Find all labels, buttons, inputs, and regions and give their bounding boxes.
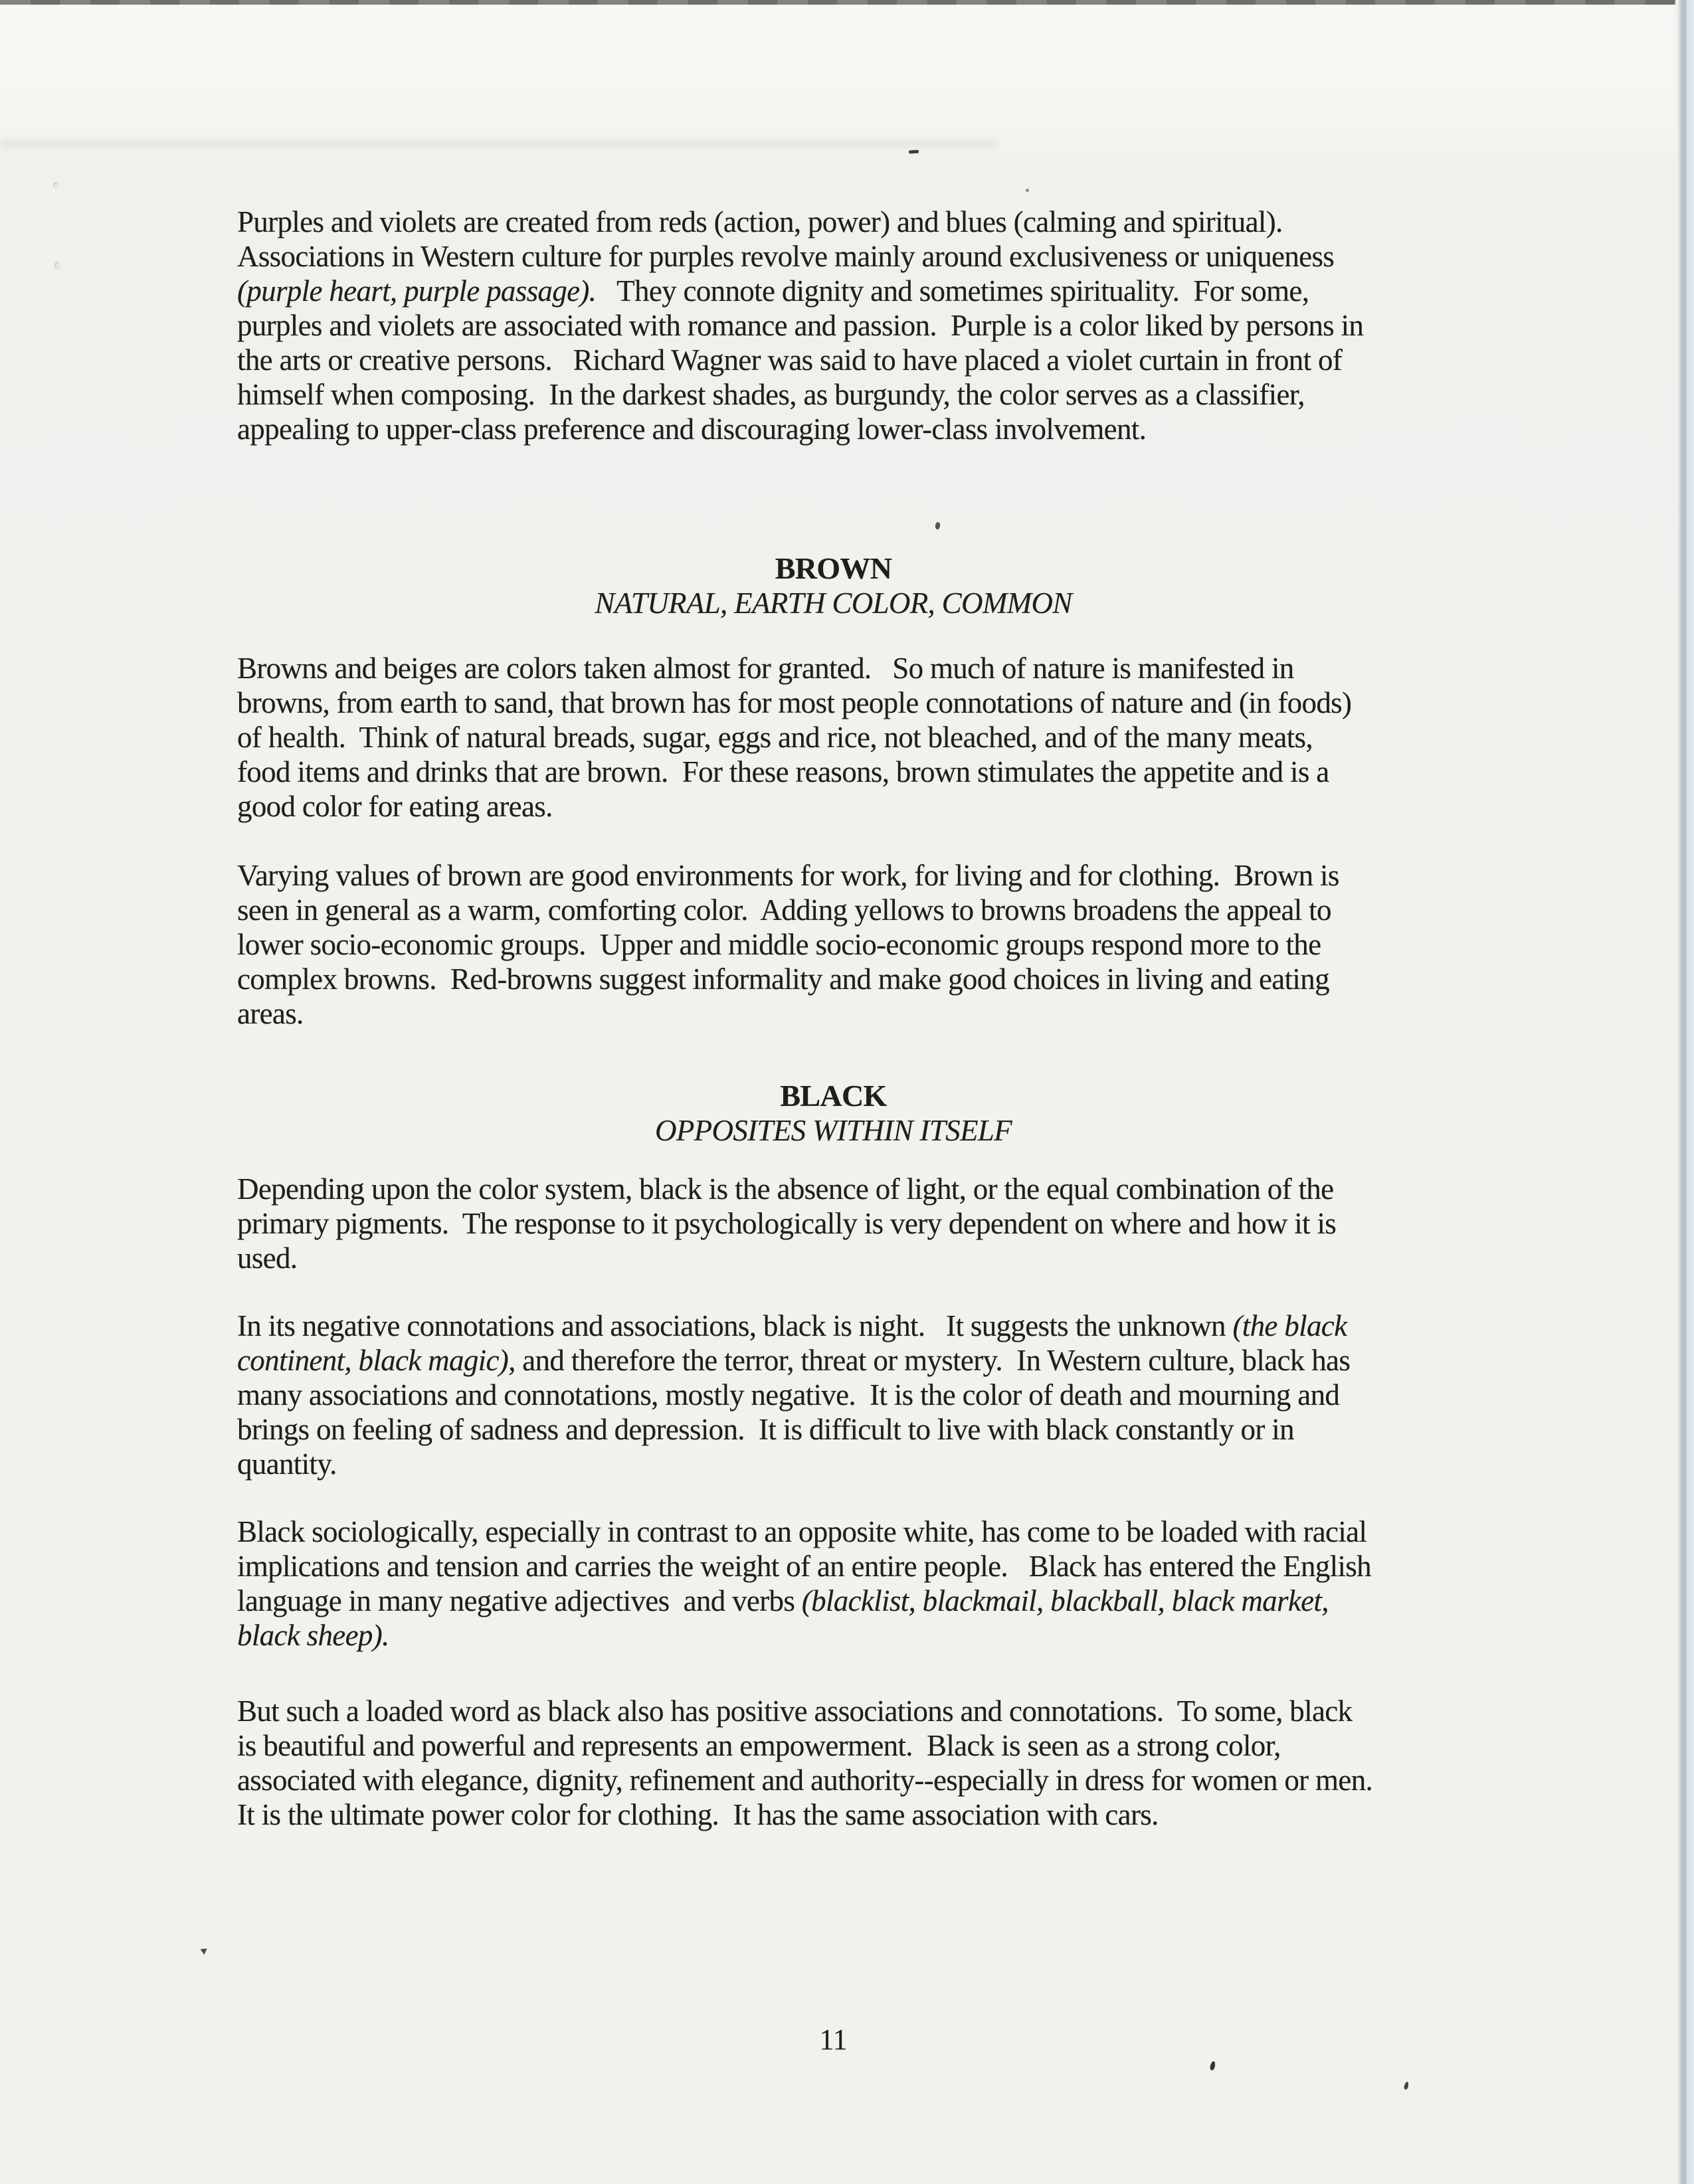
text-line: black sheep). bbox=[237, 1619, 389, 1652]
text-line: browns, from earth to sand, that brown has for most people connotations of nature and (in foods) bbox=[237, 686, 1352, 719]
text-line: associated with elegance, dignity, refinement and authority--especially in dress for women or men. bbox=[237, 1764, 1373, 1797]
paragraph-purples bbox=[237, 205, 1430, 446]
text-line: Varying values of brown are good environments for work, for living and for clothing. Brown is bbox=[237, 859, 1339, 892]
text-line: But such a loaded word as black also has positive associations and connotations. To some, black bbox=[237, 1694, 1353, 1728]
text-line: Black sociologically, especially in contrast to an opposite white, has come to be loaded with racial bbox=[237, 1515, 1367, 1548]
paragraph-black-3 bbox=[237, 1514, 1430, 1653]
text-line: quantity. bbox=[237, 1447, 337, 1481]
text-line: lower socio-economic groups. Upper and middle socio-economic groups respond more to the bbox=[237, 928, 1321, 961]
text-line: areas. bbox=[237, 997, 304, 1030]
paragraph-brown-1 bbox=[237, 651, 1430, 824]
paragraph-black-2 bbox=[237, 1309, 1430, 1481]
section-subtitle-black: OPPOSITES WITHIN ITSELF bbox=[655, 1114, 1012, 1147]
document-text-column bbox=[237, 205, 1430, 1832]
text-line: himself when composing. In the darkest shades, as burgundy, the color serves as a classifier, bbox=[237, 378, 1305, 411]
text-line: food items and drinks that are brown. For these reasons, brown stimulates the appetite and is a bbox=[237, 755, 1329, 788]
scan-speck-apostrophe bbox=[1404, 2081, 1410, 2090]
scan-speck-dot bbox=[1026, 189, 1029, 192]
text-line: Browns and beiges are colors taken almost for granted. So much of nature is manifested in bbox=[237, 652, 1294, 685]
text-line: of health. Think of natural breads, sugar, eggs and rice, not bleached, and of the many meats, bbox=[237, 721, 1313, 754]
section-heading-brown: BROWN bbox=[775, 551, 892, 585]
scan-speck-triangle bbox=[201, 1949, 208, 1956]
text-line: (purple heart, purple passage). They connote dignity and sometimes spirituality. For some, bbox=[237, 274, 1309, 308]
text-line: Depending upon the color system, black is the absence of light, or the equal combination of the bbox=[237, 1172, 1334, 1206]
text-line: seen in general as a warm, comforting color. Adding yellows to browns broadens the appeal to bbox=[237, 893, 1331, 927]
page-number: 11 bbox=[819, 2023, 848, 2056]
scanner-top-edge bbox=[0, 0, 1694, 5]
section-heading-black: BLACK bbox=[780, 1079, 887, 1113]
text-line: implications and tension and carries the weight of an entire people. Black has entered the English bbox=[237, 1550, 1371, 1583]
text-line: purples and violets are associated with romance and passion. Purple is a color liked by persons in bbox=[237, 309, 1364, 342]
text-line: appealing to upper-class preference and discouraging lower-class involvement. bbox=[237, 412, 1147, 446]
text-line: complex browns. Red-browns suggest informality and make good choices in living and eating bbox=[237, 962, 1329, 996]
text-line: Associations in Western culture for purples revolve mainly around exclusiveness or uniqueness bbox=[237, 240, 1335, 273]
scan-pinhole bbox=[53, 182, 59, 188]
text-line: the arts or creative persons. Richard Wagner was said to have placed a violet curtain in front of bbox=[237, 343, 1343, 377]
section-subtitle-brown: NATURAL, EARTH COLOR, COMMON bbox=[595, 587, 1072, 620]
scanner-background-strip bbox=[1675, 0, 1694, 2184]
paper-crease-shadow bbox=[0, 141, 996, 147]
scan-speck-dash bbox=[909, 149, 919, 153]
text-line: is beautiful and powerful and represents an empowerment. Black is seen as a strong color, bbox=[237, 1729, 1281, 1762]
paragraph-black-1 bbox=[237, 1172, 1430, 1275]
scan-speck-apostrophe bbox=[1209, 2060, 1216, 2070]
text-line: primary pigments. The response to it psychologically is very dependent on where and how it is bbox=[237, 1207, 1337, 1240]
text-line: used. bbox=[237, 1241, 298, 1275]
paragraph-brown-2 bbox=[237, 858, 1430, 1031]
text-line: continent, black magic), and therefore the terror, threat or mystery. In Western culture, black has bbox=[237, 1344, 1351, 1377]
text-line: Purples and violets are created from reds (action, power) and blues (calming and spiritual). bbox=[237, 205, 1283, 238]
scan-pinhole bbox=[54, 262, 60, 270]
text-line: brings on feeling of sadness and depression. It is difficult to live with black constantly or in bbox=[237, 1413, 1294, 1446]
text-line: good color for eating areas. bbox=[237, 790, 553, 823]
text-line: language in many negative adjectives and verbs (blacklist, blackmail, blackball, black market, bbox=[237, 1584, 1329, 1617]
paragraph-black-4 bbox=[237, 1694, 1430, 1832]
text-line: many associations and connotations, mostly negative. It is the color of death and mourning and bbox=[237, 1378, 1340, 1411]
text-line: In its negative connotations and associations, black is night. It suggests the unknown (the black bbox=[237, 1309, 1347, 1342]
text-line: It is the ultimate power color for clothing. It has the same association with cars. bbox=[237, 1798, 1159, 1831]
